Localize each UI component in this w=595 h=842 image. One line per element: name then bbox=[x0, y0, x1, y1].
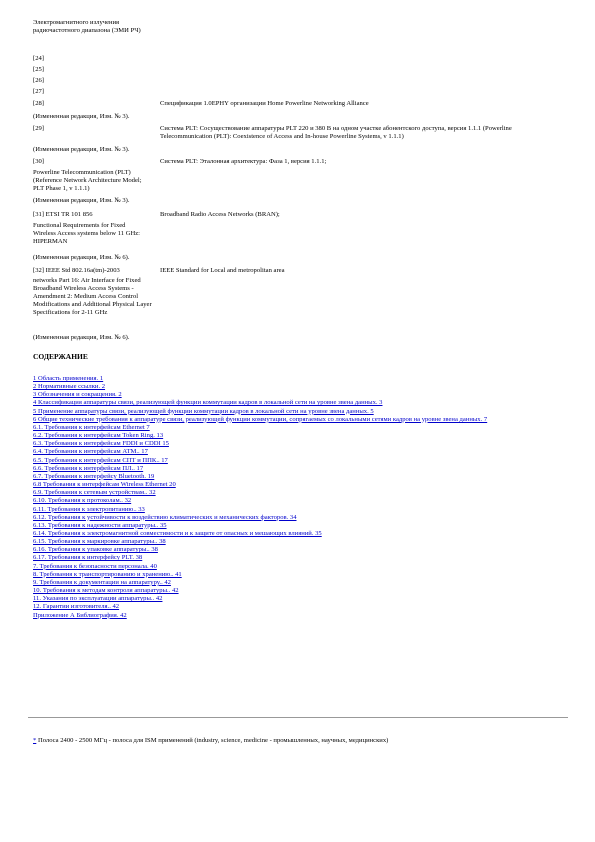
toc-link[interactable]: 8. Требования к транспортированию и хранению.. 41 bbox=[33, 570, 182, 578]
amendment-note: (Измененная редакция, Изм. № 3). bbox=[33, 197, 130, 204]
reference-29-description: Система PLT: Сосуществование аппаратуры PLT 220 и 380 В на одном участке абонентского доступа, версия 1.1.1 (Powerline Telecommunication (PLT): Coexistence of Access and In-house Powerline Systems, v 1.1.1) bbox=[160, 125, 512, 140]
toc-link[interactable]: 6.11. Требования к электропитанию.. 33 bbox=[33, 505, 145, 513]
amendment-note: (Измененная редакция, Изм. № 6). bbox=[33, 254, 130, 261]
toc-link[interactable]: 6.2. Требования к интерфейсам Token Ring. 13 bbox=[33, 432, 164, 440]
reference-number-28: [28] bbox=[33, 100, 44, 107]
amendment-note: (Измененная редакция, Изм. № 3). bbox=[33, 113, 130, 120]
toc-link[interactable]: 6.4. Требования к интерфейсам АТМ.. 17 bbox=[33, 448, 148, 456]
toc-link[interactable]: 6.16. Требования к упаковке аппаратуры.. 38 bbox=[33, 546, 158, 554]
toc-link[interactable]: 6.5. Требования к интерфейсам СПТ и ППК.. 17 bbox=[33, 456, 168, 464]
reference-number-31: [31] ETSI TR 101 856 bbox=[33, 211, 93, 218]
toc-link[interactable]: 6.1. Требования к интерфейсам Ethernet 7 bbox=[33, 423, 150, 431]
reference-number-24: [24] bbox=[33, 55, 44, 62]
toc-link[interactable]: 2 Нормативные ссылки. 2 bbox=[33, 383, 106, 391]
reference-28-description: Спецификация 1.0EPHY организации Home Powerline Networking Alliance bbox=[160, 100, 369, 107]
toc-link[interactable]: 6.13. Требования к надежности аппаратуры.. 35 bbox=[33, 521, 167, 529]
reference-30-english-title: Powerline Telecommunication (PLT) (Reference Network Architecture Model; PLT Phase 1, v 1.1.1) bbox=[33, 169, 142, 192]
reference-31-description: Broadband Radio Access Networks (BRAN); bbox=[160, 211, 280, 218]
reference-number-27: [27] bbox=[33, 88, 44, 95]
toc-link[interactable]: 7. Требования к безопасности персонала. 40 bbox=[33, 562, 157, 570]
reference-30-description: Система PLT: Эталонная архитектура: Фаза 1, версия 1.1.1; bbox=[160, 158, 327, 165]
reference-32-english-title: networks Part 16: Air Interface for Fixed Broadband Wireless Access Systems - Amendment 2: Medium Access Control Modifications and Additional Physical Layer Specifications for 2-11 GHz bbox=[33, 277, 152, 316]
toc-link[interactable]: 11. Указания по эксплуатации аппаратуры.. 42 bbox=[33, 595, 163, 603]
reference-number-29: [29] bbox=[33, 125, 44, 132]
footnote-divider bbox=[28, 717, 568, 718]
toc-link[interactable]: 6.14. Требования к электромагнитной совместимости и к защите от опасных и мешающих влияний. 35 bbox=[33, 529, 322, 537]
table-of-contents bbox=[33, 375, 568, 620]
amendment-note: (Измененная редакция, Изм. № 3). bbox=[33, 146, 130, 153]
toc-link[interactable]: 6.6. Требования к интерфейсам ПЛ.. 17 bbox=[33, 464, 144, 472]
toc-link[interactable]: 6.10. Требования к протоколам.. 32 bbox=[33, 497, 132, 505]
toc-link[interactable]: 6.8 Требования к интерфейсам Wireless Ethernet 20 bbox=[33, 481, 176, 489]
reference-number-25: [25] bbox=[33, 66, 44, 73]
reference-31-english-title: Functional Requirements for Fixed Wireless Access systems below 11 GHz: HIPERMAN bbox=[33, 222, 140, 245]
reference-number-32: [32] IEEE Std 802.16a(tm)-2003 bbox=[33, 267, 120, 274]
toc-link[interactable]: 9. Требования к документации на аппаратуру.. 42 bbox=[33, 578, 171, 586]
toc-link[interactable]: Приложение А Библиография. 42 bbox=[33, 611, 127, 619]
toc-link[interactable]: 6.3. Требования к интерфейсам FDDI и CDDI 15 bbox=[33, 440, 169, 448]
toc-link[interactable]: 1 Область применения. 1 bbox=[33, 375, 104, 382]
toc-link[interactable]: 5 Применение аппаратуры связи, реализующей функции коммутации кадров в локальной сети на уровне звена данных. 5 bbox=[33, 407, 374, 415]
reference-number-30: [30] bbox=[33, 158, 44, 165]
toc-link[interactable]: 6.17. Требования к интерфейсу PLT. 38 bbox=[33, 554, 143, 562]
toc-link[interactable]: 12. Гарантии изготовителя.. 42 bbox=[33, 603, 120, 611]
toc-link[interactable]: 3 Обозначения и сокращения. 2 bbox=[33, 391, 122, 399]
toc-link[interactable]: 10. Требования к методам контроля аппаратуры.. 42 bbox=[33, 587, 179, 595]
reference-number-26: [26] bbox=[33, 77, 44, 84]
footnote-text: Полоса 2400 - 2500 МГц - полоса для ISM применений (industry, science, medicine - промышленных, научных, медицинских) bbox=[36, 737, 389, 744]
reference-continuation-text: Электромагнитного излучения радиочастотного диапазона (ЭМИ РЧ) bbox=[33, 19, 141, 34]
toc-link[interactable]: 6.15. Требования к маркировке аппаратуры.. 38 bbox=[33, 538, 166, 546]
contents-heading: СОДЕРЖАНИЕ bbox=[33, 352, 88, 361]
reference-32-description: IEEE Standard for Local and metropolitan area bbox=[160, 267, 285, 274]
toc-link[interactable]: 6.12. Требования к устойчивости к воздействию климатических и механических факторов. 34 bbox=[33, 513, 297, 521]
toc-link[interactable]: 6.9. Требования к сетевым устройствам.. 32 bbox=[33, 489, 156, 497]
footnote bbox=[33, 737, 388, 744]
toc-link[interactable]: 4 Классификация аппаратуры связи, реализующей функции коммутации кадров в локальной сети на уровне звена данных. 3 bbox=[33, 399, 383, 407]
toc-link[interactable]: 6 Общие технические требования к аппаратуре связи, реализующей функции коммутации, сопрягаемых со локальными сетями кадров на уровне звена данных. 7 bbox=[33, 415, 488, 423]
amendment-note: (Измененная редакция, Изм. № 6). bbox=[33, 334, 130, 341]
footnote-mark-link[interactable]: * bbox=[33, 737, 37, 744]
toc-link[interactable]: 6.7. Требования к интерфейсу Bluetooth. 19 bbox=[33, 472, 155, 480]
